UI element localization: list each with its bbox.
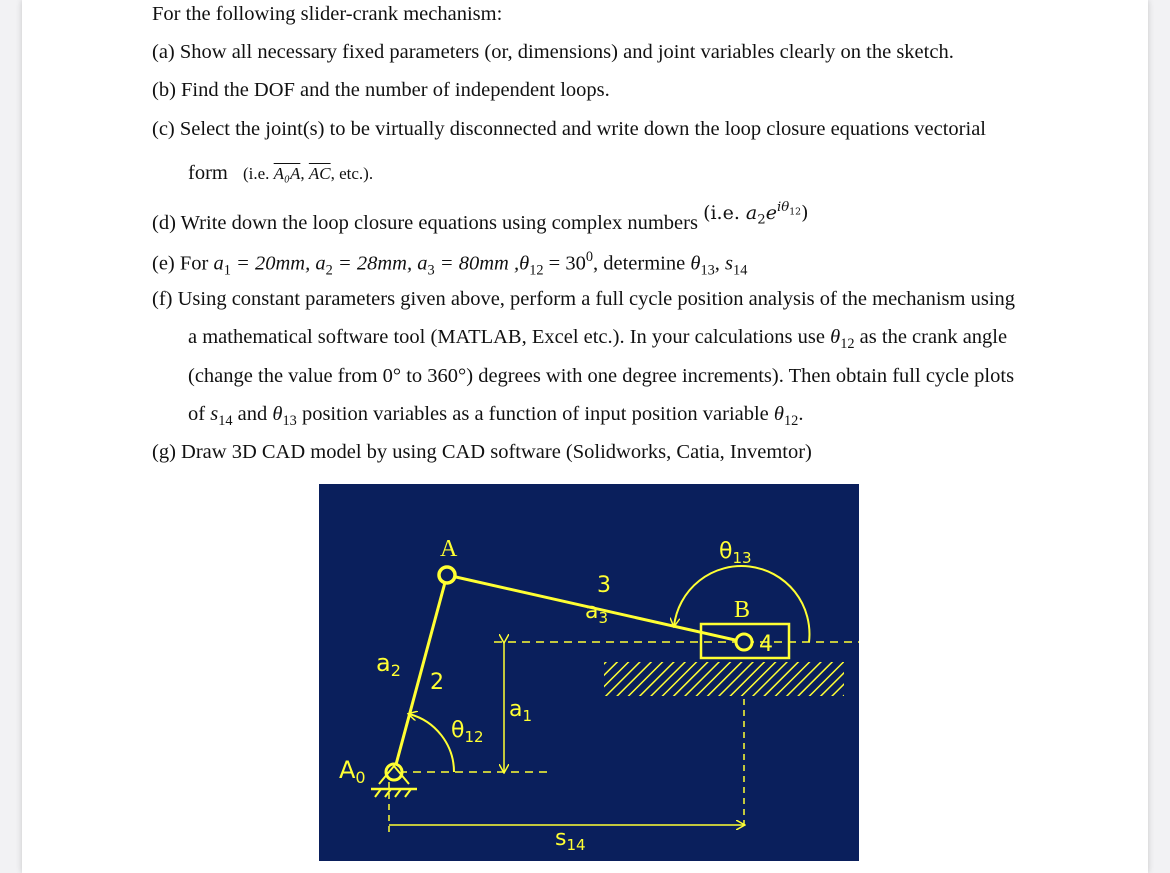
label-b: B [734,597,751,623]
intro-text: For the following slider-crank mechanism: [152,3,503,25]
label-s14: $s_{14}$ [555,826,586,854]
s14-dimension [389,699,744,832]
item-f-line2: a mathematical software tool (MATLAB, Excel etc.). In your calculations use $\theta_{12}$ as the crank angle [188,326,1008,353]
joint-a [439,567,455,583]
item-f-line4: of $s_{14}$ and $\theta_{13}$ position variables as a function of input position variable $\theta_{12}$. [188,403,804,430]
item-e: (e) For $a_1 = 20mm$, $a_2 = 28mm$, $a_3 = 80mm$ $,\theta_{12} = 30^0$, determine $\theta_{13}$, $s_{14}$ [152,249,748,279]
etc-text: , etc.). [330,164,374,183]
item-g: (g) Draw 3D CAD model by using CAD software (Solidworks, Catia, Invemtor) [152,441,812,463]
theta12-arc [409,714,454,772]
label-2: 2 [430,670,444,695]
label-theta13: $\theta_{13}$ [719,539,752,567]
item-d [152,200,809,238]
item-c-form [188,162,373,185]
vector-sep: , [300,164,309,183]
slider-crank-figure [319,484,859,861]
ground-pivot-a0 [371,764,417,797]
vector-ac: $\overline{AC}$ [308,164,331,183]
item-f-line1: (f) Using constant parameters given above, perform a full cycle position analysis of the mechanism using [152,288,1016,310]
item-d-text: (d) Write down the loop closure equations using complex numbers [152,211,698,234]
item-c: (c) Select the joint(s) to be virtually disconnected and write down the loop closure equations vectorial [152,118,986,140]
label-a: A [440,536,458,562]
label-3: 3 [597,573,611,598]
item-f-line3: (change the value from 0° to 360°) degrees with one degree increments). Then obtain full cycle plots [188,365,1015,387]
label-theta12: $\theta_{12}$ [451,718,484,746]
label-a2: $a_2$ [376,649,401,680]
form-word: form [188,162,228,184]
vector-a0a: A₀A [273,164,301,183]
item-d-formula: (i.e. $a_2e^{i\theta_{12}}$) [703,200,809,228]
item-b: (b) Find the DOF and the number of independent loops. [152,79,610,101]
label-a0: $A_0$ [339,756,366,787]
label-a1: $a_1$ [509,697,533,725]
ie-text: (i.e. [242,164,274,183]
label-a3: $a_3$ [585,599,609,627]
label-4: 4 [759,632,773,657]
item-a: (a) Show all necessary fixed parameters (or, dimensions) and joint variables clearly on the sketch. [152,41,954,63]
slider-guide-hatch [604,662,844,696]
slider-block [701,624,789,658]
